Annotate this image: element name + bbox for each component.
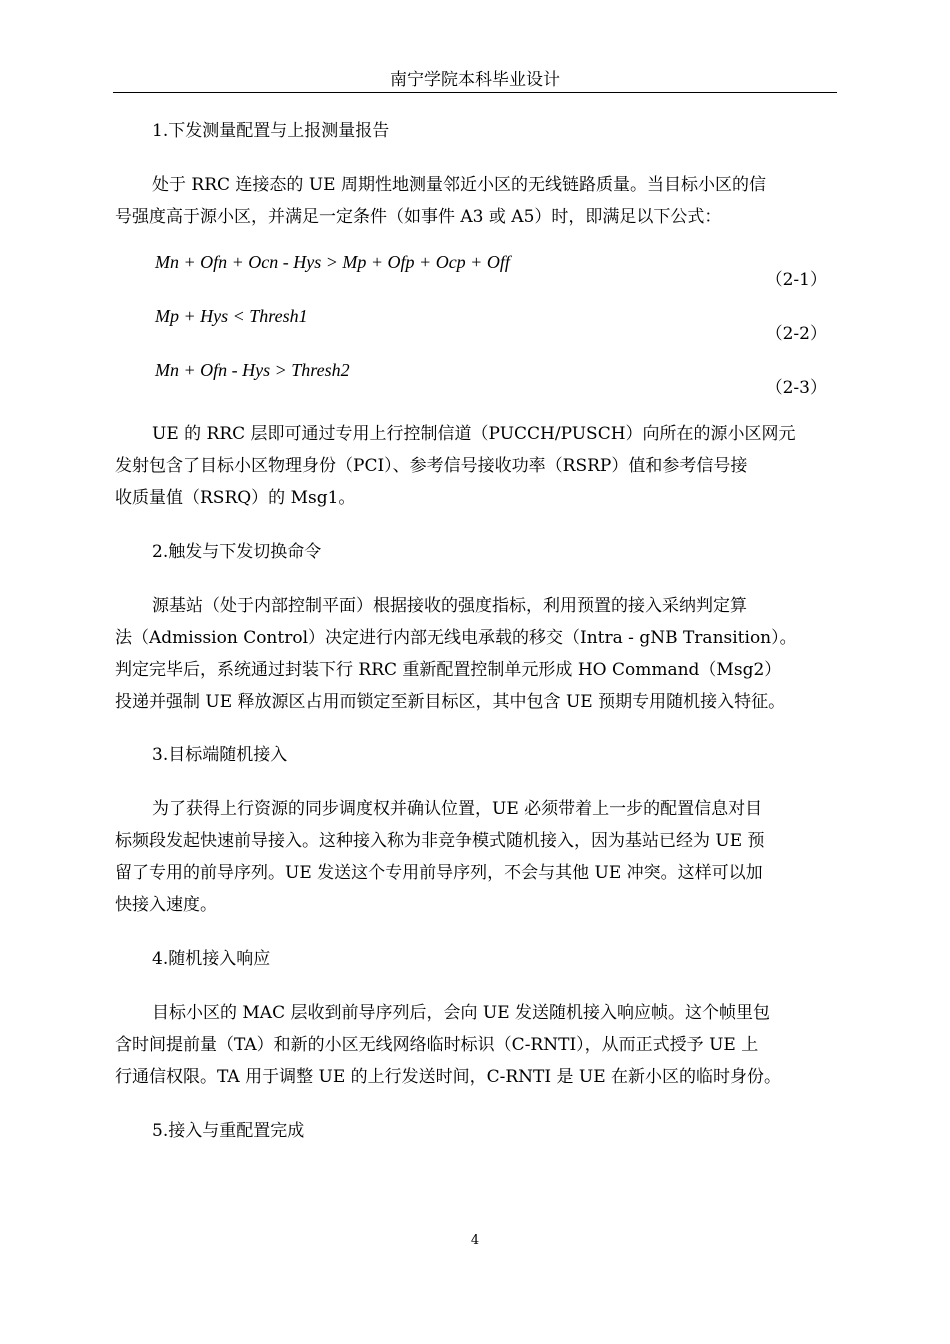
paragraph-1-line-1: 处于 RRC 连接态的 UE 周期性地测量邻近小区的无线链路质量。当目标小区的信 — [152, 175, 766, 195]
paragraph-3-line-3: 判定完毕后，系统通过封装下行 RRC 重新配置控制单元形成 HO Command（Msg2） — [115, 660, 782, 680]
equation-number-2-2: （2-2） — [765, 324, 827, 344]
paragraph-3-line-2: 法（Admission Control）决定进行内部无线电承载的移交（Intra - gNB Transition）。 — [115, 628, 797, 648]
equation-number-2-3: （2-3） — [765, 378, 827, 398]
paragraph-4-line-2: 标频段发起快速前导接入。这种接入称为非竞争模式随机接入，因为基站已经为 UE 预 — [115, 831, 765, 851]
formula-2-3: Mn + Ofn - Hys > Thresh2 — [155, 360, 350, 380]
paragraph-2-line-1: UE 的 RRC 层即可通过专用上行控制信道（PUCCH/PUSCH）向所在的源小区网元 — [152, 424, 796, 444]
paragraph-3-line-4: 投递并强制 UE 释放源区占用而锁定至新目标区，其中包含 UE 预期专用随机接入特征。 — [115, 692, 786, 712]
paragraph-2-line-2: 发射包含了目标小区物理身份（PCI）、参考信号接收功率（RSRP）值和参考信号接 — [115, 456, 748, 476]
section-heading-2: 2.触发与下发切换命令 — [152, 542, 322, 562]
paragraph-3-line-1: 源基站（处于内部控制平面）根据接收的强度指标，利用预置的接入采纳判定算 — [152, 596, 747, 616]
section-heading-3: 3.目标端随机接入 — [152, 745, 288, 765]
section-heading-4: 4.随机接入响应 — [152, 949, 271, 969]
paragraph-2-line-3: 收质量值（RSRQ）的 Msg1。 — [115, 488, 356, 508]
formula-2-1: Mn + Ofn + Ocn - Hys > Mp + Ofp + Ocp + Off — [155, 252, 510, 272]
page-number: 4 — [470, 1233, 480, 1248]
paragraph-4-line-1: 为了获得上行资源的同步调度权并确认位置，UE 必须带着上一步的配置信息对目 — [152, 799, 763, 819]
paragraph-5-line-1: 目标小区的 MAC 层收到前导序列后，会向 UE 发送随机接入响应帧。这个帧里包 — [152, 1003, 771, 1023]
paragraph-1-line-2: 号强度高于源小区，并满足一定条件（如事件 A3 或 A5）时，即满足以下公式： — [115, 207, 722, 227]
formula-2-2: Mp + Hys < Thresh1 — [155, 306, 308, 326]
paragraph-4-line-3: 留了专用的前导序列。UE 发送这个专用前导序列，不会与其他 UE 冲突。这样可以加 — [115, 863, 763, 883]
paragraph-4-line-4: 快接入速度。 — [115, 895, 217, 915]
equation-number-2-1: （2-1） — [765, 270, 827, 290]
section-heading-1: 1.下发测量配置与上报测量报告 — [152, 121, 390, 141]
paragraph-5-line-3: 行通信权限。TA 用于调整 UE 的上行发送时间，C-RNTI 是 UE 在新小区的临时身份。 — [115, 1067, 782, 1087]
paragraph-5-line-2: 含时间提前量（TA）和新的小区无线网络临时标识（C-RNTI），从而正式授予 UE 上 — [115, 1035, 759, 1055]
page-header: 南宁学院本科毕业设计 — [113, 68, 837, 93]
section-heading-5: 5.接入与重配置完成 — [152, 1121, 305, 1141]
